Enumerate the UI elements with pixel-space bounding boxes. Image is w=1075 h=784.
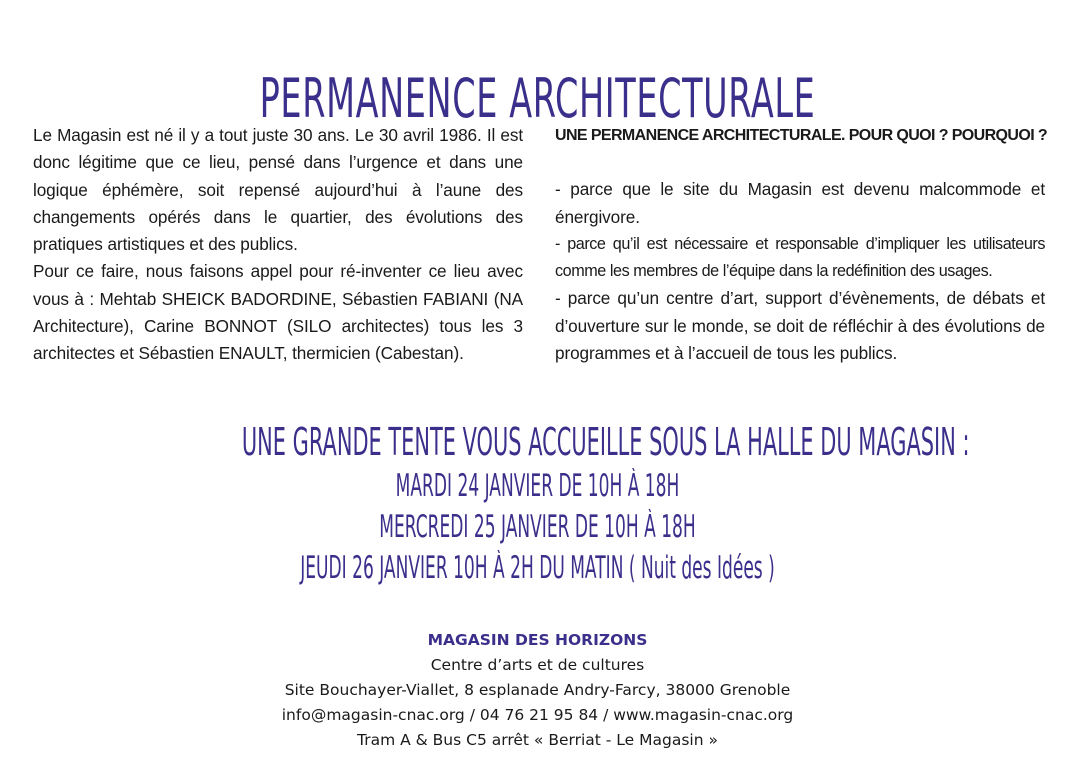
footer-contact [0,628,1075,753]
reason-item-programs: - parce qu’un centre d’art, support d’évènements, de débats et d’ouverture sur le monde, se doit de réfléchir à des évolutions de programmes et à l’accueil de tous les publics. [555,288,1045,364]
event-headline: UNE GRANDE TENTE VOUS ACCUEILLE SOUS LA HALLE DU MAGASIN : [241,420,970,464]
event-date-wednesday: MERCREDI 25 JANVIER DE 10H À 18H [379,509,696,545]
org-contact: info@magasin-cnac.org / 04 76 21 95 84 / www.magasin-cnac.org [281,706,794,724]
reason-item-energy: - parce que le site du Magasin est devenu malcommode et énergivore. [555,179,1045,227]
org-name: MAGASIN DES HORIZONS [427,631,648,649]
reasons-heading: UNE PERMANENCE ARCHITECTURALE. POUR QUOI ? POURQUOI ? [555,127,1048,144]
intro-paragraph-architects: Pour ce faire, nous faisons appel pour ré-inventer ce lieu avec vous à : Mehtab SHEICK BADORDINE, Sébastien FABIANI (NA Architecture), Carine BONNOT (SILO architectes) tous les 3 architectes et Sébastien ENAULT, thermicien (Cabestan). [33,261,523,364]
intro-column [33,122,523,368]
org-address: Site Bouchayer-Viallet, 8 esplanade Andry-Farcy, 38000 Grenoble [284,681,791,699]
page-title: PERMANENCE ARCHITECTURALE [259,67,816,131]
reasons-column [555,122,1048,367]
event-date-tuesday: MARDI 24 JANVIER DE 10H À 18H [395,468,680,504]
intro-paragraph-history: Le Magasin est né il y a tout juste 30 ans. Le 30 avril 1986. Il est donc légitime que ce lieu, pensé dans l’urgence et dans une logique éphémère, soit repensé aujourd’hui à l’aune des changements opérés dans le quartier, des évolutions des pratiques artistiques et des publics. [33,125,523,255]
event-announcement [0,418,1075,589]
event-date-thursday: JEUDI 26 JANVIER 10H À 2H DU MATIN ( Nuit des Idées ) [300,550,775,586]
org-transport: Tram A & Bus C5 arrêt « Berriat - Le Magasin » [357,731,718,749]
org-subtitle: Centre d’arts et de cultures [430,656,645,674]
reason-item-users: - parce qu’il est nécessaire et responsable d’impliquer les utilisateurs comme les membres de l’équipe dans la redéfinition des usages. [555,234,1045,281]
